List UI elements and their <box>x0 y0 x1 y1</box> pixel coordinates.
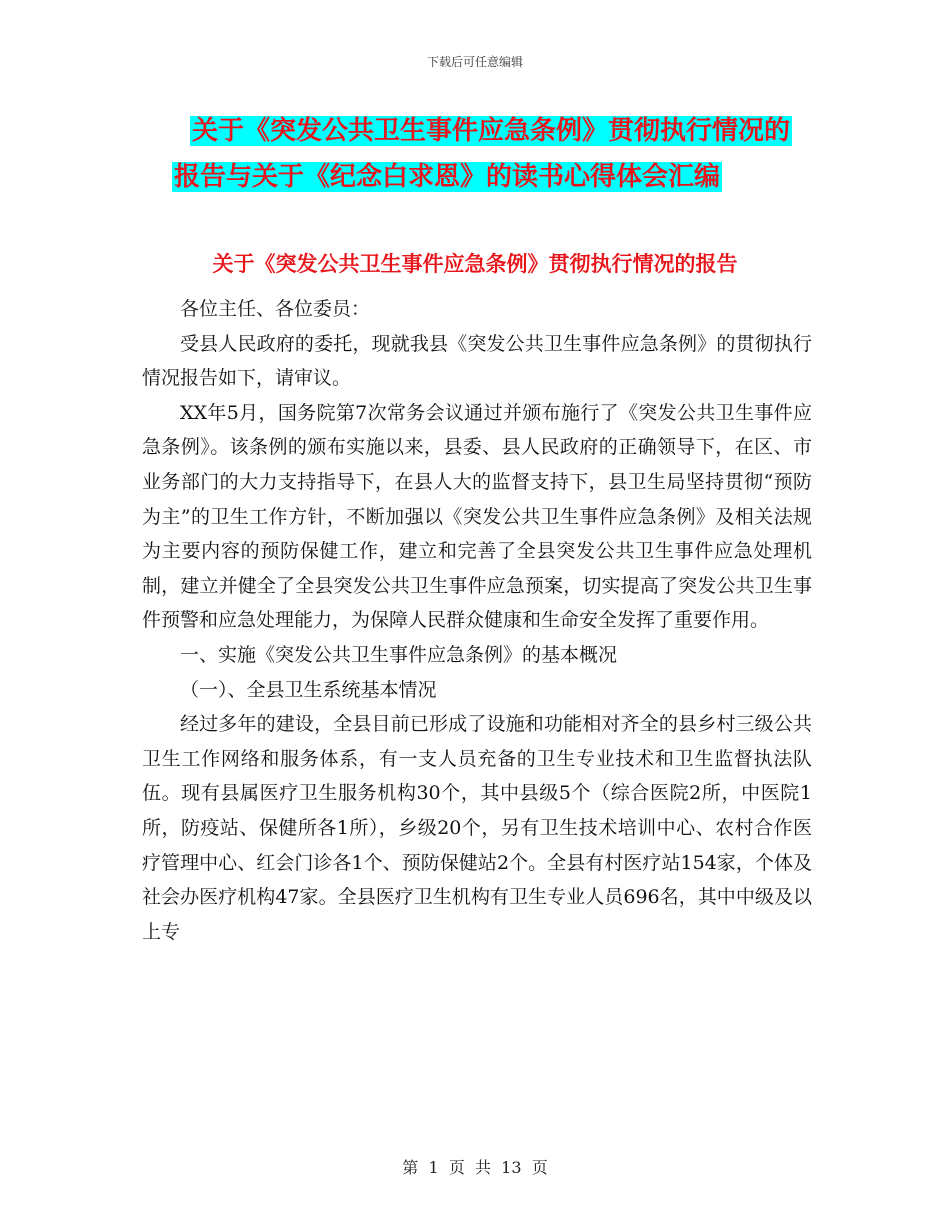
paragraph-3: 经过多年的建设，全县目前已形成了设施和功能相对齐全的县乡村三级公共卫生工作网络和服务体系，有一支人员充备的卫生专业技术和卫生监督执法队伍。现有县属医疗卫生服务机构30个，其中县级5个（综合医院2所，中医院1所，防疫站、保健所各1所），乡级20个，另有卫生技术培训中心、农村合作医疗管理中心、红会门诊各1个、预防保健站2个。全县有村医疗站154家，个体及社会办医疗机构47家。全县医疗卫生机构有卫生专业人员696名，其中中级及以上专 <box>142 713 812 943</box>
section-title: 关于《突发公共卫生事件应急条例》贯彻执行情况的报告 <box>212 252 738 276</box>
document-body <box>142 292 812 949</box>
heading-2: （一）、全县卫生系统基本情况 <box>180 678 437 701</box>
title-line-2-text: 报告与关于《纪念白求恩》的读书心得体会汇编 <box>174 162 721 192</box>
header-note: 下载后可任意编辑 <box>426 55 523 69</box>
salutation: 各位主任、各位委员： <box>180 298 371 320</box>
paragraph-1: 受县人民政府的委托，现就我县《突发公共卫生事件应急条例》的贯彻执行情况报告如下，请审议。 <box>142 332 812 390</box>
title-line-1-text: 关于《突发公共卫生事件应急条例》贯彻执行情况的 <box>192 116 791 146</box>
page-footer: 第 1 页 共 13 页 <box>402 1158 548 1177</box>
document-title-line-1 <box>190 112 792 150</box>
paragraph-2: XX年5月，国务院第7次常务会议通过并颁布施行了《突发公共卫生事件应急条例》。该条例的颁布实施以来，县委、县人民政府的正确领导下，在区、市业务部门的大力支持指导下，在县人大的监督支持下，县卫生局坚持贯彻“预防为主”的卫生工作方针，不断加强以《突发公共卫生事件应急条例》及相关法规为主要内容的预防保健工作，建立和完善了全县突发公共卫生事件应急处理机制，建立并健全了全县突发公共卫生事件应急预案，切实提高了突发公共卫生事件预警和应急处理能力，为保障人民群众健康和生命安全发挥了重要作用。 <box>142 401 812 632</box>
heading-1: 一、实施《突发公共卫生事件应急条例》的基本概况 <box>180 643 618 666</box>
document-title-line-2 <box>172 158 722 196</box>
